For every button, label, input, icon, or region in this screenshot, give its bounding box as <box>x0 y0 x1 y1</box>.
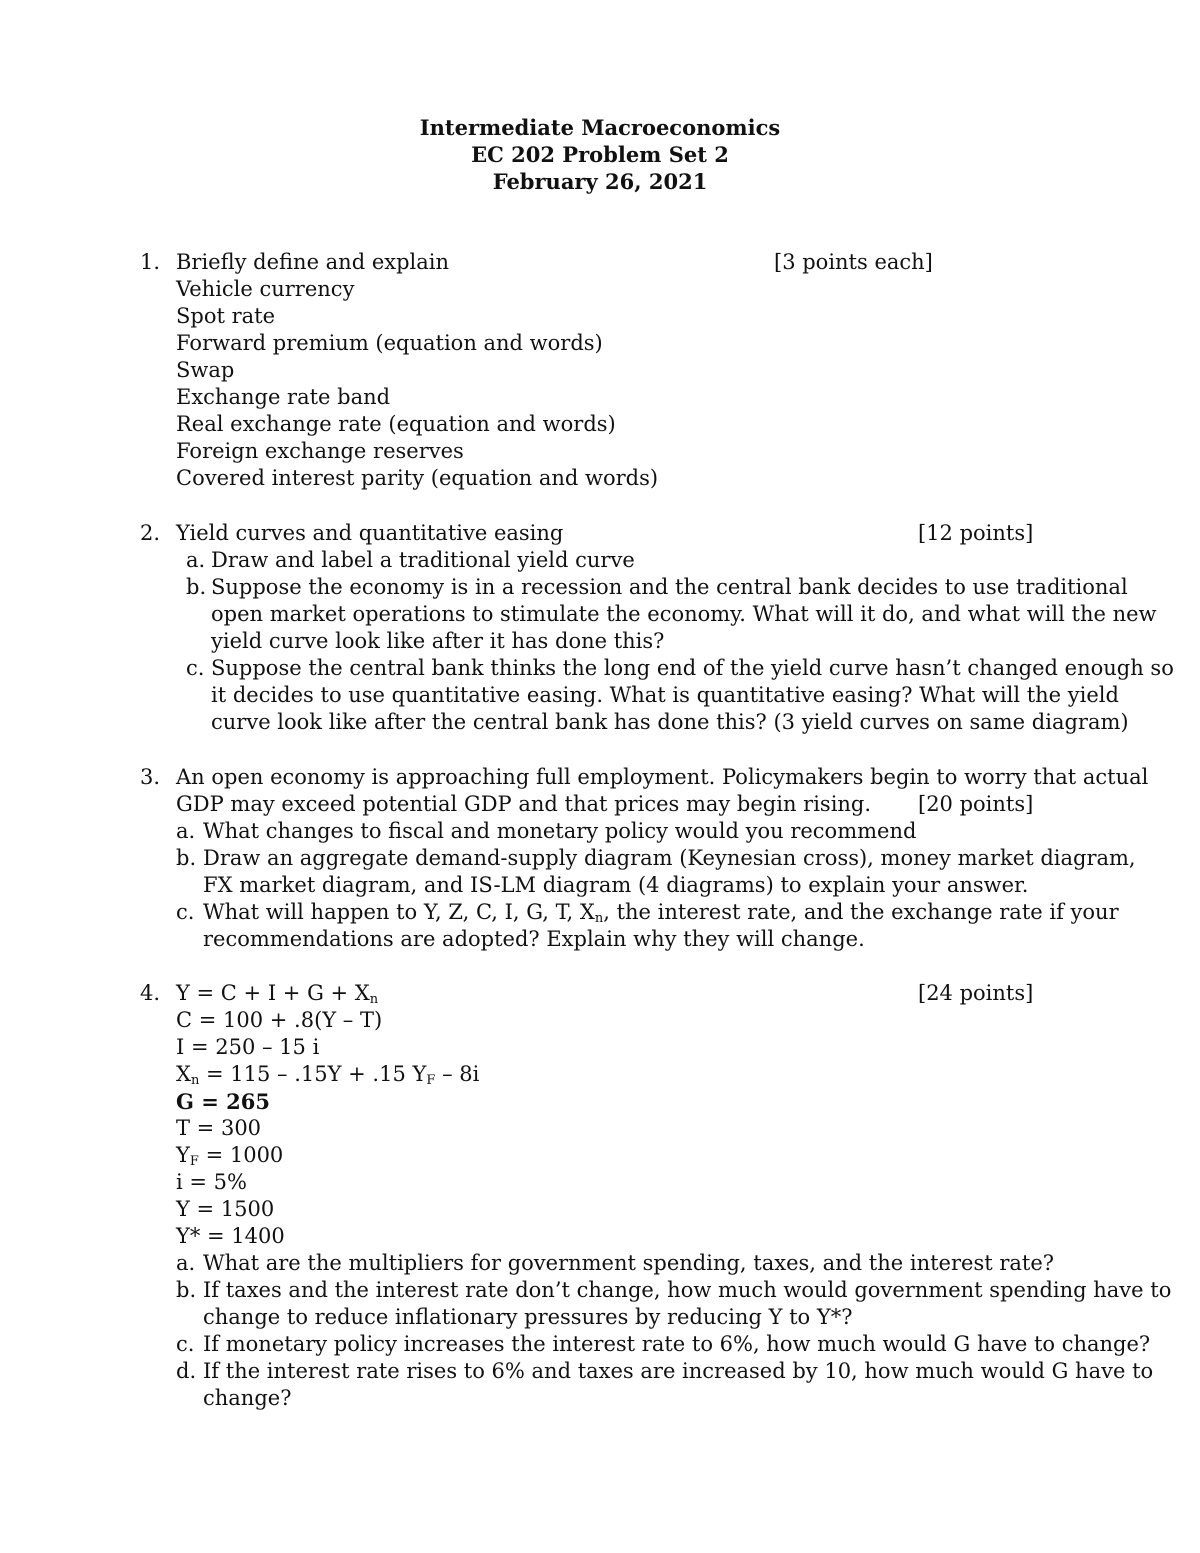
equation: i = 5% <box>176 1170 247 1194</box>
term-item: Vehicle currency <box>176 277 355 301</box>
equation: T = 300 <box>176 1116 262 1140</box>
term-item: Exchange rate band <box>176 385 391 409</box>
question-4 <box>140 980 1172 1412</box>
part-letter: c. <box>176 1332 195 1356</box>
equation: C = 100 + .8(Y – T) <box>176 1008 383 1032</box>
document-header <box>0 114 1200 195</box>
term-item: Spot rate <box>176 304 276 328</box>
part-text: FX market diagram, and IS-LM diagram (4 diagrams) to explain your answer. <box>203 873 1029 897</box>
question-number: 1. <box>140 250 161 274</box>
question-points: [3 points each] <box>774 250 933 274</box>
equation: $Y_F = 1000$ <box>176 1143 284 1169</box>
question-points: [24 points] <box>918 981 1034 1005</box>
part-text: it decides to use quantitative easing. What is quantitative easing? What will the yield <box>211 683 1119 707</box>
course-title: Intermediate Macroeconomics <box>419 115 781 140</box>
question-points: [12 points] <box>918 521 1034 545</box>
part-text: What are the multipliers for government spending, taxes, and the interest rate? <box>203 1251 1055 1275</box>
question-prompt: Yield curves and quantitative easing <box>176 521 564 545</box>
question-points: [20 points] <box>918 792 1034 816</box>
part-text: If monetary policy increases the interest rate to 6%, how much would G have to change? <box>203 1332 1151 1356</box>
question-prompt: Briefly define and explain <box>176 250 450 274</box>
part-letter: b. <box>186 575 207 599</box>
part-text: What will happen to Y, Z, C, I, G, T, $X_n$, the interest rate, and the exchange rate if your <box>203 900 1119 926</box>
part-text: curve look like after the central bank has done this? (3 yield curves on same diagram) <box>211 710 1129 734</box>
equation: Y* = 1400 <box>176 1224 285 1248</box>
part-text: yield curve look like after it has done this? <box>211 629 665 653</box>
part-text: change to reduce inflationary pressures by reducing Y to Y*? <box>203 1305 853 1329</box>
part-text: recommendations are adopted? Explain why they will change. <box>203 927 865 951</box>
part-text: What changes to fiscal and monetary policy would you recommend <box>203 819 917 843</box>
equation: I = 250 – 15 i <box>176 1035 320 1059</box>
question-1 <box>140 249 1080 492</box>
problem-set-title: EC 202 Problem Set 2 <box>471 142 729 167</box>
part-letter: a. <box>176 1251 196 1275</box>
part-letter: a. <box>186 548 206 572</box>
part-text: Draw an aggregate demand-supply diagram (Keynesian cross), money market diagram, <box>203 846 1136 870</box>
question-prompt-continued: GDP may exceed potential GDP and that prices may begin rising. <box>176 792 872 816</box>
equation: Y = 1500 <box>176 1197 275 1221</box>
equation: $Y = C + I + G + X_n$ <box>176 981 379 1007</box>
part-letter: d. <box>176 1359 197 1383</box>
question-3 <box>140 764 1149 953</box>
question-prompt: An open economy is approaching full employment. Policymakers begin to worry that actual <box>176 765 1149 789</box>
part-text: If taxes and the interest rate don’t change, how much would government spending have to <box>203 1278 1172 1302</box>
term-item: Forward premium (equation and words) <box>176 331 603 355</box>
question-2 <box>140 520 1174 736</box>
document-date: February 26, 2021 <box>492 169 708 194</box>
question-number: 4. <box>140 981 161 1005</box>
equation: G = 265 <box>176 1089 270 1114</box>
part-letter: b. <box>176 1278 197 1302</box>
part-text: If the interest rate rises to 6% and taxes are increased by 10, how much would G have to <box>203 1359 1154 1383</box>
part-text: Suppose the central bank thinks the long end of the yield curve hasn’t changed enough so <box>211 656 1174 680</box>
equation: $X_n = 115 - .15Y + .15$ $Y_F - 8i$ <box>176 1062 480 1088</box>
part-text: change? <box>203 1386 292 1410</box>
part-letter: c. <box>186 656 205 680</box>
part-letter: c. <box>176 900 195 924</box>
part-letter: b. <box>176 846 197 870</box>
term-item: Real exchange rate (equation and words) <box>176 412 616 436</box>
part-text: Draw and label a traditional yield curve <box>211 548 635 572</box>
part-letter: a. <box>176 819 196 843</box>
question-number: 3. <box>140 765 161 789</box>
question-number: 2. <box>140 521 161 545</box>
term-item: Swap <box>176 358 235 382</box>
part-text: open market operations to stimulate the economy. What will it do, and what will the new <box>211 602 1157 626</box>
part-text: Suppose the economy is in a recession and the central bank decides to use traditional <box>211 575 1128 599</box>
term-item: Foreign exchange reserves <box>176 439 464 463</box>
term-item: Covered interest parity (equation and words) <box>176 466 659 490</box>
